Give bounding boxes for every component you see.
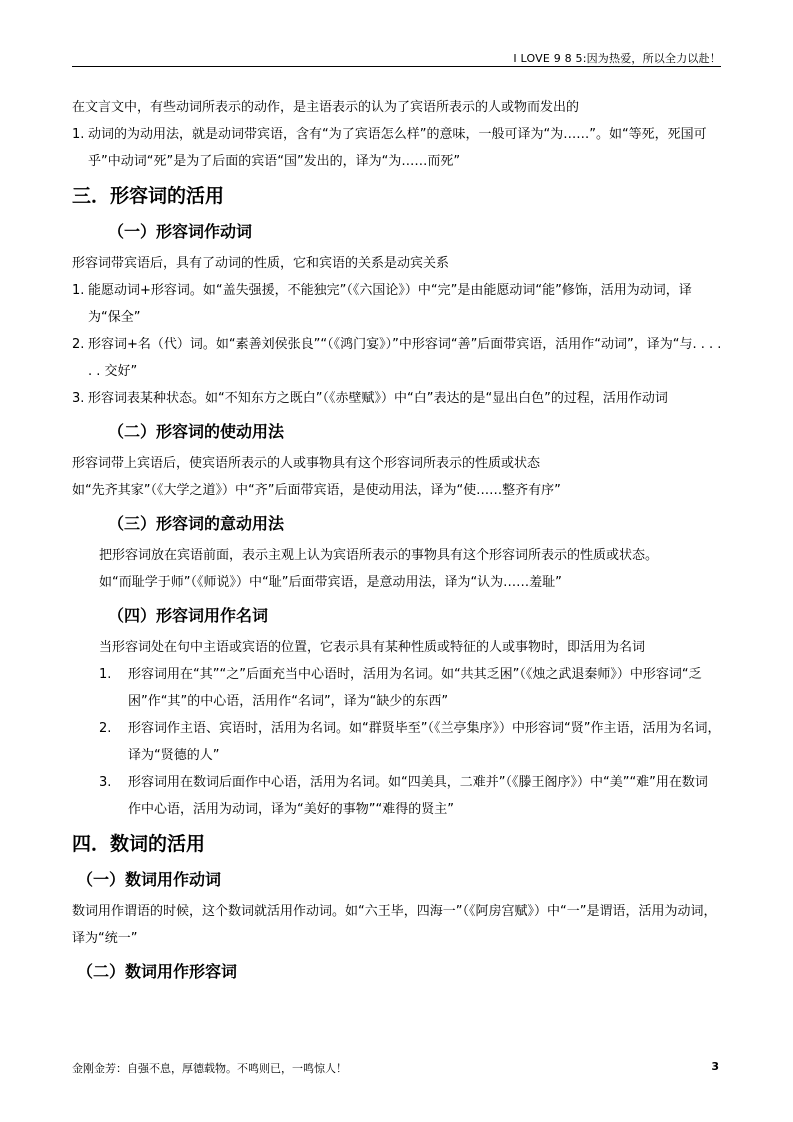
subsection-heading-causative: （二）形容词的使动用法 xyxy=(108,422,285,441)
list-item xyxy=(72,715,722,769)
subsection-heading-num-as-adj: （二）数词用作形容词 xyxy=(77,962,238,981)
subsection-heading-adj-as-noun: （四）形容词用作名词 xyxy=(108,606,269,625)
list-item xyxy=(72,769,722,823)
list-item xyxy=(72,661,722,715)
paragraph: 形容词带宾语后，具有了动词的性质，它和宾语的关系是动宾关系 xyxy=(72,256,450,271)
list-text: 形容词作主语、宾语时，活用为名词。如“群贤毕至”（《兰亭集序》）中形容词“贤”作主语，活用为名词，译为“贤德的人” xyxy=(128,721,721,763)
list-number: 1. xyxy=(72,127,85,142)
header-divider xyxy=(72,66,721,67)
document-body xyxy=(72,94,722,990)
intro-list-item xyxy=(72,121,722,175)
paragraph: 如“先齐其家”（《大学之道》）中“齐”后面带宾语，是使动用法，译为“使……整齐有序” xyxy=(72,483,561,498)
list-number: 3. xyxy=(99,775,112,790)
list-text: 形容词+名（代）词。如“素善刘侯张良”“（《鸿门宴》）”中形容词“善”后面带宾语，活用作“动词”，译为“与. . . . . . 交好” xyxy=(88,337,722,379)
page-footer: 金刚金芳：自强不息，厚德载物。不鸣则已，一鸣惊人！ xyxy=(72,1062,347,1075)
list-number: 1. xyxy=(99,667,112,682)
list-item xyxy=(72,277,722,331)
list-number: 2. xyxy=(72,337,85,352)
intro-paragraph: 在文言文中，有些动词所表示的动作，是主语表示的认为了宾语所表示的人或物而发出的 xyxy=(72,100,580,115)
page-header: I LOVE 9 8 5:因为热爱，所以全力以赴！ xyxy=(513,52,721,65)
paragraph: 如“而耻学于师”（《师说》）中“耻”后面带宾语，是意动用法，译为“认为……羞耻” xyxy=(99,575,562,590)
list-text: 形容词用在数词后面作中心语，活用为名词。如“四美具，二难并”（《滕王阁序》）中“美”“难”用在数词 作中心语，活用为动词，译为“美好的事物”“难得的贤主” xyxy=(128,775,708,817)
list-item xyxy=(72,331,722,385)
paragraph: 数词用作谓语的时候，这个数词就活用作动词。如“六王毕，四海一”（《阿房宫赋》）中“一”是谓语，活用为动词，译为“统一” xyxy=(72,904,717,946)
subsection-heading-num-as-verb: （一）数词用作动词 xyxy=(77,870,222,889)
list-number: 3. xyxy=(72,391,85,406)
subsection-heading-putative: （三）形容词的意动用法 xyxy=(108,514,285,533)
list-number: 1. xyxy=(72,283,85,298)
list-text: 能愿动词+形容词。如“盖失强援，不能独完”（《六国论》）中“完”是由能愿动词“能”修饰，活用为动词，译为“保全” xyxy=(88,283,692,325)
section-heading-4: 四．数词的活用 xyxy=(72,833,206,855)
paragraph: 把形容词放在宾语前面，表示主观上认为宾语所表示的事物具有这个形容词所表示的性质或状态。 xyxy=(99,548,659,563)
list-item xyxy=(72,385,722,412)
list-text: 动词的为动用法，就是动词带宾语，含有“为了宾语怎么样”的意味，一般可译为“为……”。如“等死，死国可乎”中动词“死”是为了后面的宾语“国”发出的，译为“为……而死” xyxy=(88,127,707,169)
paragraph: 形容词带上宾语后，使宾语所表示的人或事物具有这个形容词所表示的性质或状态 xyxy=(72,456,541,471)
list-number: 2. xyxy=(99,721,112,736)
list-text: 形容词表某种状态。如“不知东方之既白”（《赤壁赋》）中“白”表达的是“显出白色”的过程，活用作动词 xyxy=(88,391,668,406)
page-number: 3 xyxy=(711,1060,719,1073)
subsection-heading-adj-as-verb: （一）形容词作动词 xyxy=(108,222,253,241)
paragraph: 当形容词处在句中主语或宾语的位置，它表示具有某种性质或特征的人或事物时，即活用为名词 xyxy=(99,640,646,655)
section-heading-3: 三．形容词的活用 xyxy=(72,185,225,207)
list-text: 形容词用在“其”“之”后面充当中心语时，活用为名词。如“共其乏困”（《烛之武退秦师》）中形容词“乏困”作“其”的中心语，活用作“名词”，译为“缺少的东西” xyxy=(128,667,702,709)
